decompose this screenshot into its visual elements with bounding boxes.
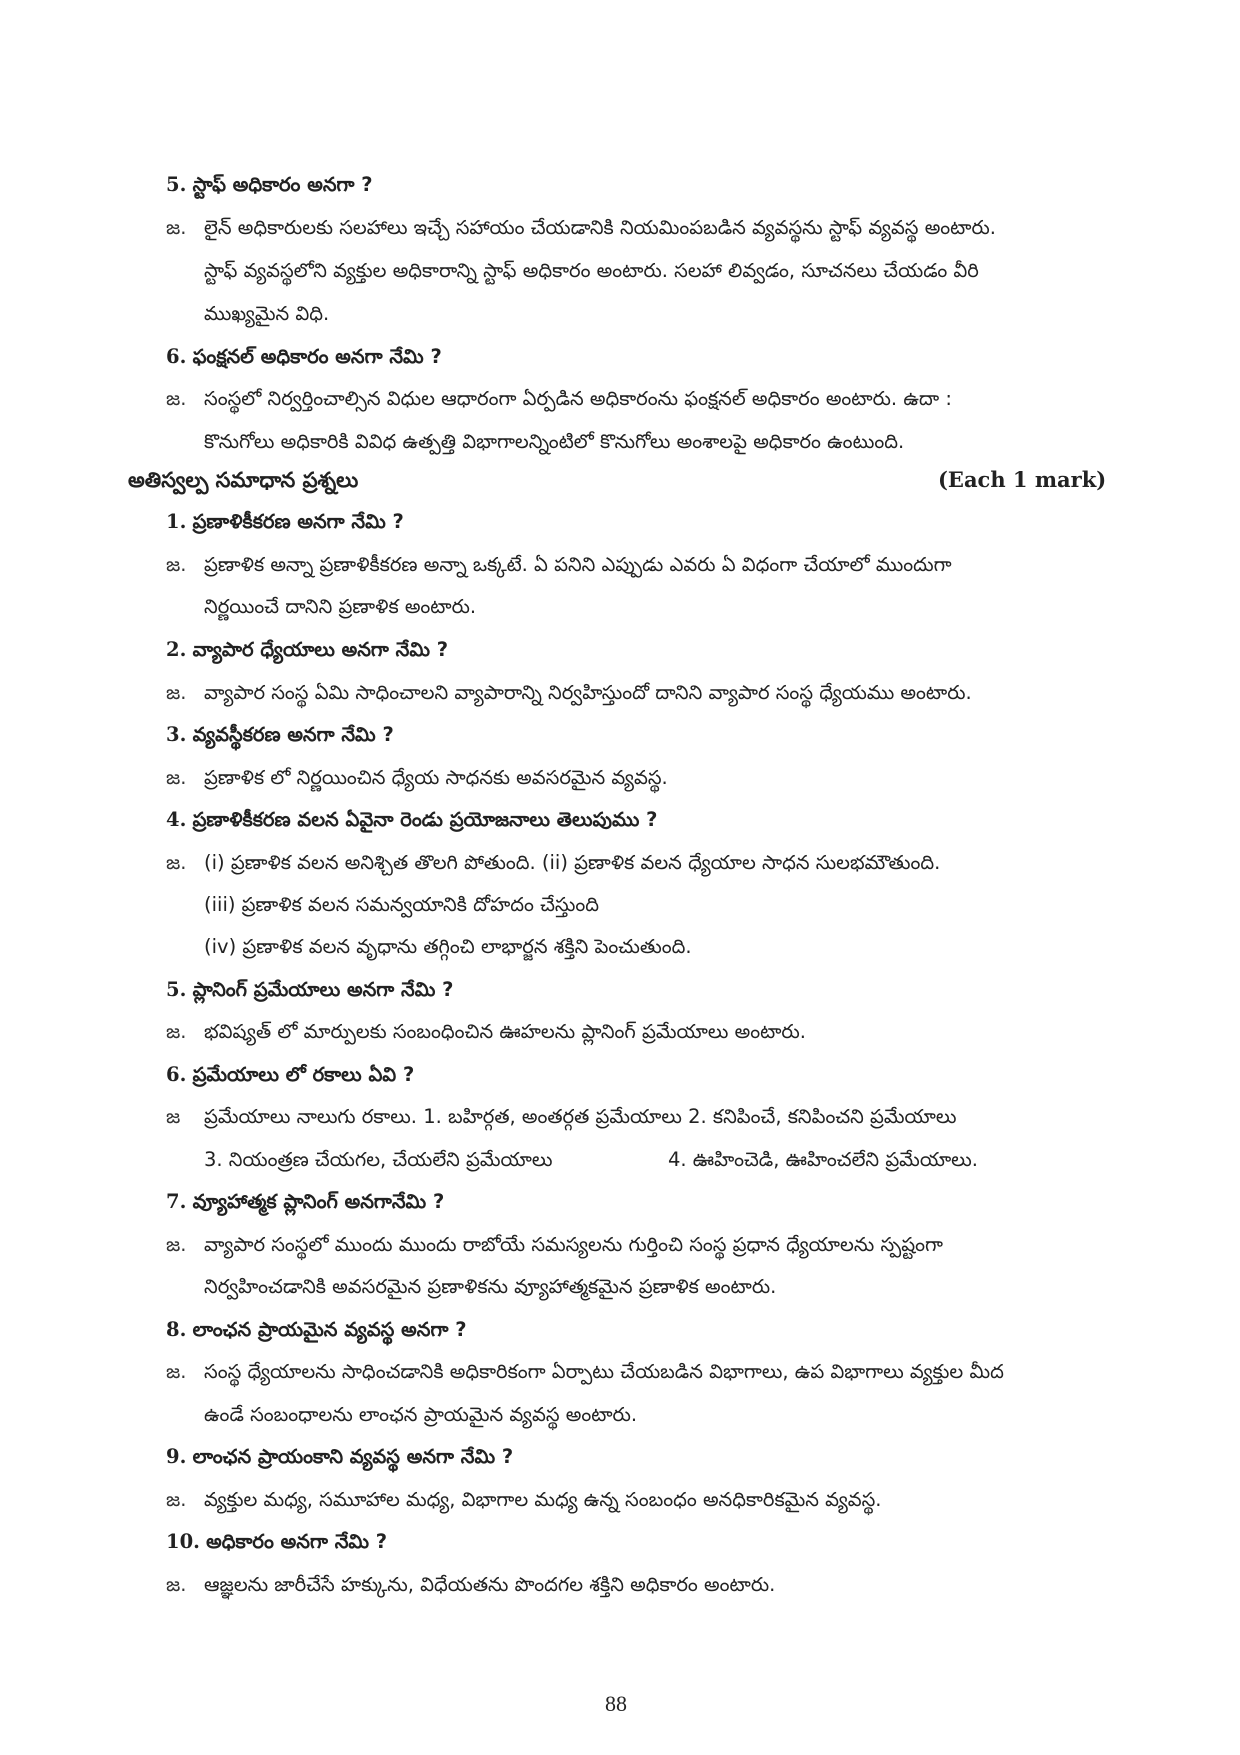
answer-prefix: జ. [166, 1488, 187, 1511]
section-heading: అతిస్వల్ప సమాధాన ప్రశ్నలు [128, 468, 359, 492]
answer-line: సంస్థ ధ్యేయాలను సాధించడానికి అధికారికంగా ఏర్పాటు చేయబడిన విభాగాలు, ఉప విభాగాలు వ్యక్తుల మీద [204, 1360, 1004, 1383]
answer-prefix: జ. [166, 387, 187, 410]
answer-prefix: జ. [166, 851, 187, 874]
question-text: ప్రణాళికీకరణ అనగా నేమి ? [192, 510, 404, 533]
question [166, 1528, 387, 1556]
answer-line: (iii) ప్రణాళిక వలన సమన్వయానికి దోహదం చేస్తుంది [204, 893, 599, 916]
answer-line: సంస్థలో నిర్వర్తించాల్సిన విధుల ఆధారంగా ఏర్పడిన అధికారంను ఫంక్షనల్ అధికారం అంటారు. ఉదా : [204, 387, 952, 410]
question-text: ప్రమేయాలు లో రకాలు ఏవి ? [192, 1063, 415, 1086]
question-text: స్టాఫ్ అధికారం అనగా ? [192, 173, 373, 196]
answer-line: (iv) ప్రణాళిక వలన వృధాను తగ్గించి లాభార్జన శక్తిని పెంచుతుంది. [204, 935, 692, 958]
question [166, 343, 442, 371]
answer-prefix: జ [166, 1105, 181, 1128]
question-text: ఫంక్షనల్ అధికారం అనగా నేమి ? [192, 345, 442, 368]
question [166, 636, 448, 664]
answer-prefix: జ. [166, 1020, 187, 1043]
question-number: 2. [166, 638, 187, 661]
answer-line: నిర్వహించడానికి అవసరమైన ప్రణాళికను వ్యూహాత్మకమైన ప్రణాళిక అంటారు. [204, 1275, 777, 1298]
question-text: ప్రణాళికీకరణ వలన ఏవైనా రెండు ప్రయోజనాలు తెలుపుము ? [192, 808, 658, 831]
question [166, 976, 453, 1004]
answer-line: ఆజ్ఞలను జారీచేసే హక్కును, విధేయతను పొందగల శక్తిని అధికారం అంటారు. [204, 1573, 776, 1596]
question-number: 8. [166, 1318, 187, 1341]
question [166, 806, 657, 834]
question-text: వ్యవస్థీకరణ అనగా నేమి ? [192, 723, 394, 746]
answer-line: స్టాఫ్ వ్యవస్థలోని వ్యక్తుల అధికారాన్ని స్టాఫ్ అధికారం అంటారు. సలహా లివ్వడం, సూచనలు చేయడం వీరి [204, 259, 979, 282]
question-text: లాంఛన ప్రాయమైన వ్యవస్థ అనగా ? [192, 1318, 467, 1341]
question-number: 7. [166, 1190, 187, 1213]
answer-prefix: జ. [166, 766, 187, 789]
answer-line: నిర్ణయించే దానిని ప్రణాళిక అంటారు. [204, 595, 477, 618]
answer-line: ముఖ్యమైన విధి. [204, 302, 330, 325]
question-number: 1. [166, 510, 187, 533]
question-text: వ్యాపార ధ్యేయాలు అనగా నేమి ? [192, 638, 449, 661]
question [166, 721, 394, 749]
question [166, 1443, 513, 1471]
question-text: అధికారం అనగా నేమి ? [206, 1530, 388, 1553]
answer-line: కొనుగోలు అధికారికి వివిధ ఉత్పత్తి విభాగాలన్నింటిలో కొనుగోలు అంశాలపై అధికారం ఉంటుంది. [204, 430, 905, 453]
question-number: 6. [166, 1063, 187, 1086]
answer-line: భవిష్యత్ లో మార్పులకు సంబంధించిన ఊహలను ప్లానింగ్ ప్రమేయాలు అంటారు. [204, 1020, 806, 1043]
question-number: 5. [166, 978, 187, 1001]
question-number: 6. [166, 345, 187, 368]
question-number: 5. [166, 173, 187, 196]
answer-line: ప్రణాళిక లో నిర్ణయించిన ధ్యేయ సాధనకు అవసరమైన వ్యవస్థ. [204, 766, 668, 789]
answer-line: వ్యాపార సంస్థ ఏమి సాధించాలని వ్యాపారాన్ని నిర్వహిస్తుందో దానిని వ్యాపార సంస్థ ధ్యేయము అంటారు. [204, 681, 972, 704]
answer-prefix: జ. [166, 681, 187, 704]
question [166, 1061, 414, 1089]
answer-prefix: జ. [166, 1360, 187, 1383]
answer-prefix: జ. [166, 1573, 187, 1596]
answer-line: ప్రణాళిక అన్నా ప్రణాళికీకరణ అన్నా ఒక్కటే. ఏ పనిని ఎప్పుడు ఎవరు ఏ విధంగా చేయాలో ముందుగా [204, 553, 952, 576]
question-number: 9. [166, 1445, 187, 1468]
question-number: 4. [166, 808, 187, 831]
answer-line: వ్యక్తుల మధ్య, సమూహాల మధ్య, విభాగాల మధ్య ఉన్న సంబంధం అనధికారికమైన వ్యవస్థ. [204, 1488, 882, 1511]
answer-line: ఉండే సంబంధాలను లాంఛన ప్రాయమైన వ్యవస్థ అంటారు. [204, 1403, 638, 1426]
question-number: 10. [166, 1530, 200, 1553]
answer-line: 4. ఊహించెడి, ఊహించలేని ప్రమేయాలు. [668, 1148, 978, 1171]
answer-line: 3. నియంత్రణ చేయగల, చేయలేని ప్రమేయాలు [204, 1148, 553, 1171]
section-marks: (Each 1 mark) [938, 467, 1107, 492]
answer-prefix: జ. [166, 553, 187, 576]
question-text: లాంఛన ప్రాయంకాని వ్యవస్థ అనగా నేమి ? [192, 1445, 514, 1468]
question [166, 171, 373, 199]
question [166, 1188, 444, 1216]
question [166, 1316, 467, 1344]
question-text: ప్లానింగ్ ప్రమేయాలు అనగా నేమి ? [192, 978, 454, 1001]
question-number: 3. [166, 723, 187, 746]
answer-line: వ్యాపార సంస్థలో ముందు ముందు రాబోయే సమస్యలను గుర్తించి సంస్థ ప్రధాన ధ్యేయాలను స్పష్టంగా [204, 1233, 943, 1256]
question-text: వ్యూహాత్మక ప్లానింగ్ అనగానేమి ? [192, 1190, 445, 1213]
page-number: 88 [605, 1691, 627, 1716]
answer-line: (i) ప్రణాళిక వలన అనిశ్చిత తొలగి పోతుంది. (ii) ప్రణాళిక వలన ధ్యేయాల సాధన సులభమౌతుంది. [204, 851, 941, 874]
question [166, 508, 404, 536]
answer-prefix: జ. [166, 216, 187, 239]
answer-line: లైన్ అధికారులకు సలహాలు ఇచ్చే సహాయం చేయడానికి నియమింపబడిన వ్యవస్థను స్టాఫ్ వ్యవస్థ అంటారు. [204, 216, 997, 239]
answer-prefix: జ. [166, 1233, 187, 1256]
answer-line: ప్రమేయాలు నాలుగు రకాలు. 1. బహిర్గత, అంతర్గత ప్రమేయాలు 2. కనిపించే, కనిపించని ప్రమేయాలు [204, 1105, 957, 1128]
